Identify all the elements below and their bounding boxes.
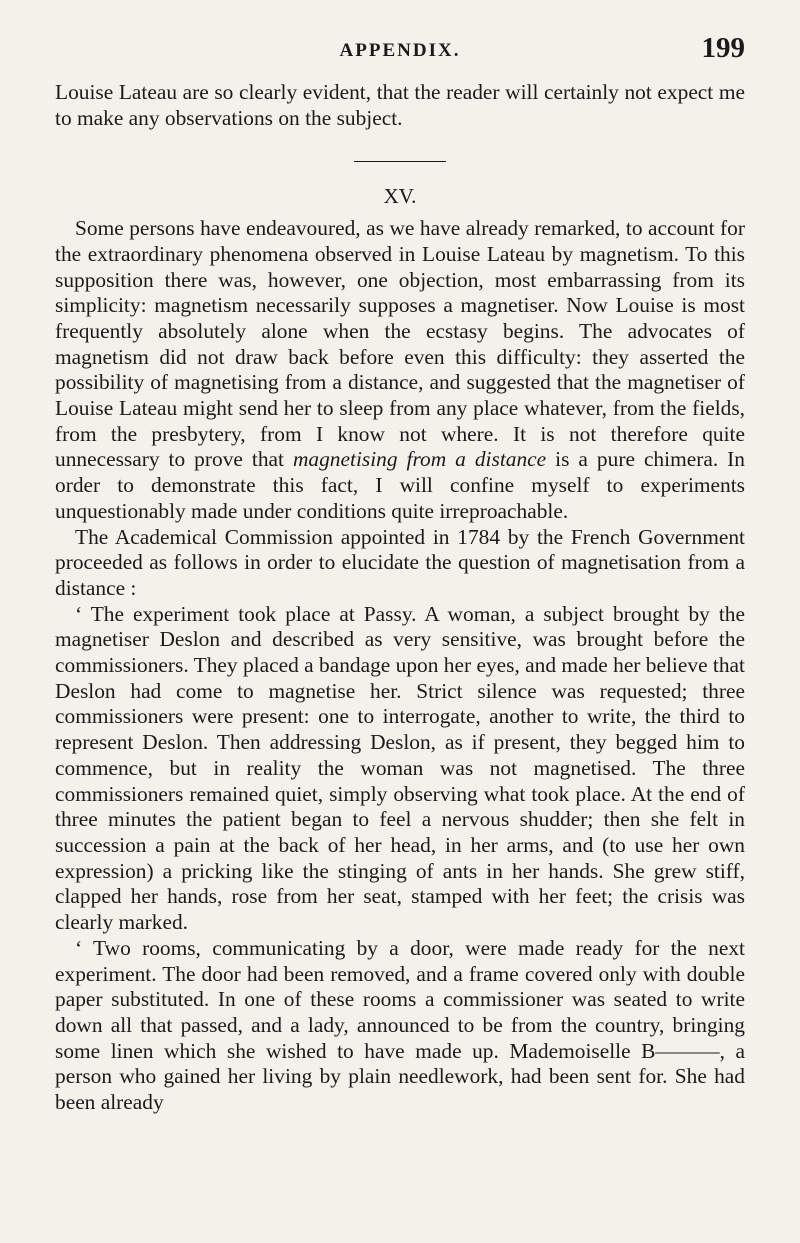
section-number: XV. (383, 184, 417, 209)
page-number: 199 (701, 32, 745, 64)
paragraph-2: The Academical Commission appointed in 1784 by the French Government proceeded as follows in order to elucidate the question of magnetisation from a distance : (55, 524, 745, 600)
paragraph-1-italic: magnetising from a distance (292, 447, 547, 472)
paragraph-3: ‘ The experiment took place at Passy. A woman, a subject brought by the magnetiser Deslon and described as very sensitive, was brought before the commissioners. They placed a bandage upon her eyes, and made her believe that Deslon had come to magnetise her. Strict silence was requested; three commissioners were present: one to interrogate, another to write, the third to represent Deslon. Then addressing Deslon, as if present, they begged him to commence, but in reality the woman was not magnetised. The three commissioners remained quiet, simply observing what took place. At the end of three minutes the patient began to feel a nervous shudder; then she felt in succession a pain at the back of her head, in her arms, and (to use her own expression) a pricking like the stinging of ants in her hands. She grew stiff, clapped her hands, rose from her seat, stamped with her feet; the crisis was clearly marked. (55, 601, 745, 935)
paragraph-1-part-a: Some persons have endeavoured, as we have already remarked, to account for the extraordinary phenomena observed in Louise Lateau by magnetism. To this supposition there was, however, one objection, most embarrassing from its simplicity: magnetism necessarily supposes a magnetiser. Now Louise is most frequently absolutely alone when the ecstasy begins. The advocates of magnetism did not draw back before even this difficulty: they asserted the possibility of magnetising from a distance, and suggested that the magnetiser of Louise Lateau might send her to sleep from any place whatever, from the fields, from the presbytery, from I know not where. It is not therefore quite unnecessary to prove that (55, 216, 745, 472)
book-page (55, 32, 745, 1116)
section-divider (354, 161, 446, 162)
intro-paragraph: Louise Lateau are so clearly evident, that the reader will certainly not expect me to make any observations on the subject. (55, 80, 745, 130)
running-title: APPENDIX. (339, 40, 461, 61)
page-body (55, 80, 745, 1116)
paragraph-1-part-b: is a pure chimera. In order to demonstrate this fact, I will confine myself to experiments unquestionably made under conditions quite irreproachable. (55, 447, 745, 523)
running-header (55, 32, 745, 80)
paragraph-1 (55, 216, 745, 524)
paragraph-4: ‘ Two rooms, communicating by a door, were made ready for the next experiment. The door had been removed, and a frame covered only with double paper substituted. In one of these rooms a commissioner was seated to write down all that passed, and a lady, announced to be from the country, bringing some linen which she wished to have made up. Mademoiselle B———, a person who gained her living by plain needlework, had been sent for. She had been already (55, 935, 745, 1115)
